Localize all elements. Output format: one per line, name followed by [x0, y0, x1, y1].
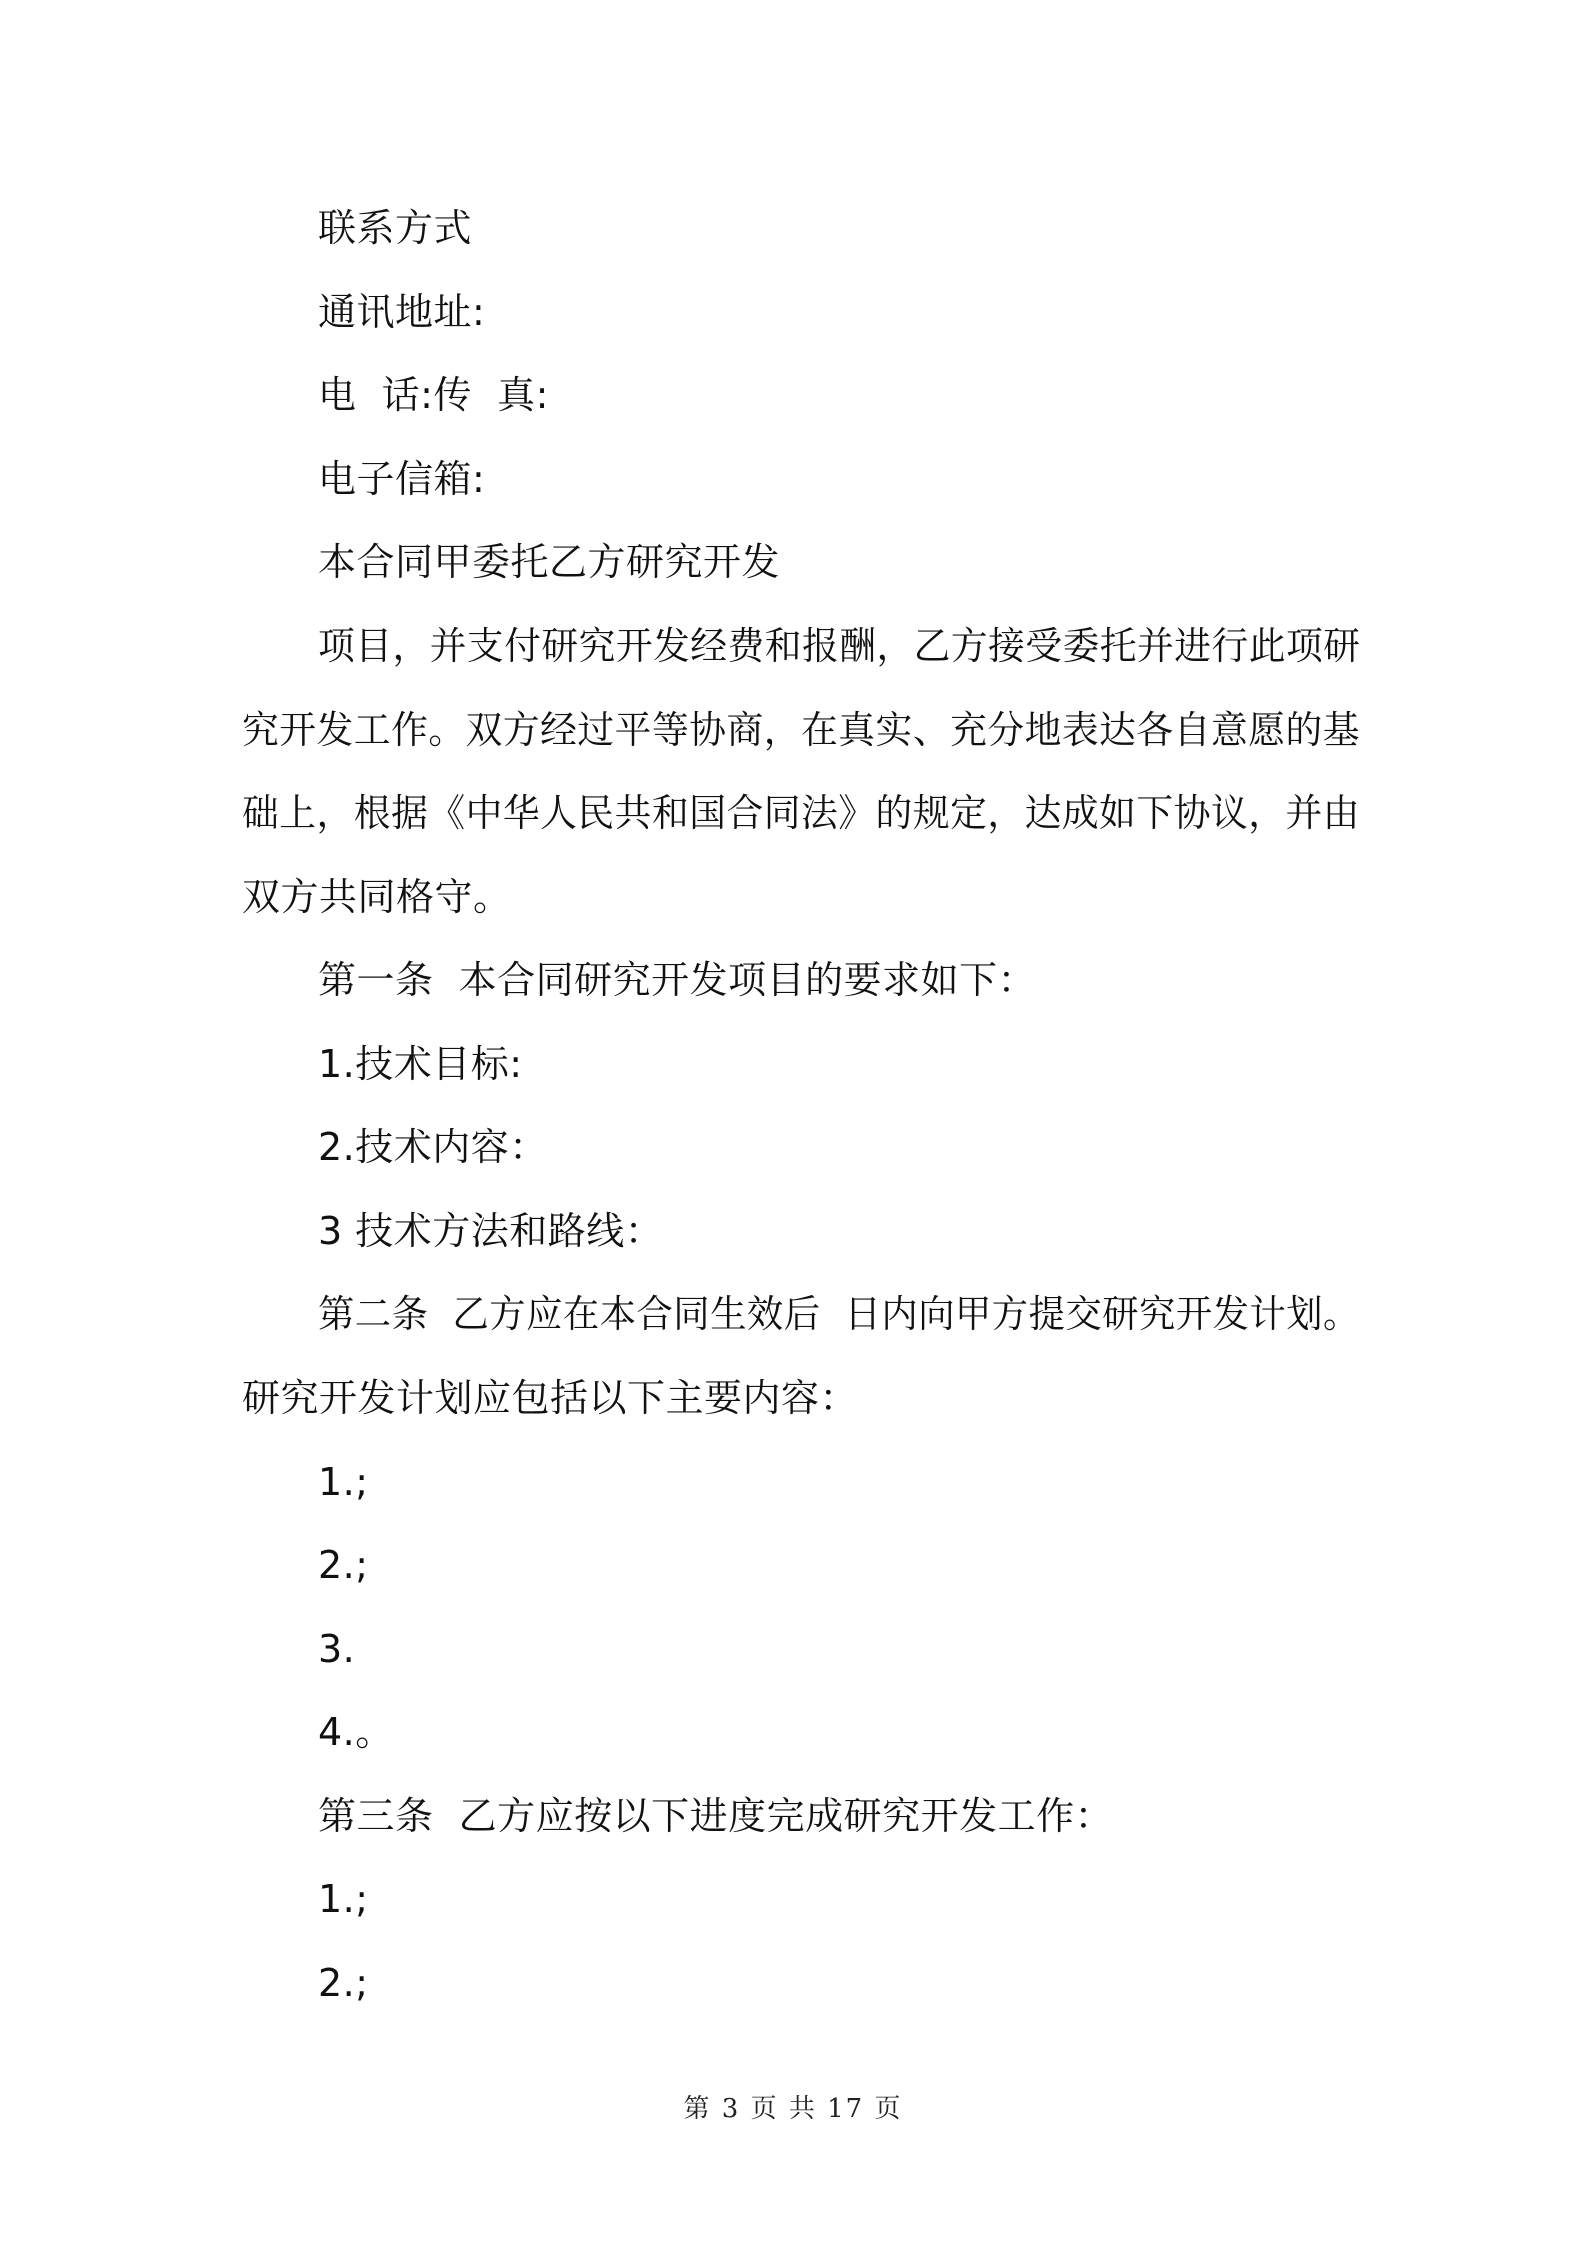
article-1-item: 1.技术目标:	[318, 1042, 523, 1086]
preamble-line-3: 究开发工作。双方经过平等协商，在真实、充分地表达各自意愿的基	[242, 708, 1361, 752]
article-2-item: 3.	[318, 1627, 356, 1671]
article-2-line-1: 第二条 乙方应在本合同生效后 日内向甲方提交研究开发计划。	[318, 1292, 1360, 1336]
article-3-title: 第三条 乙方应按以下进度完成研究开发工作：	[318, 1794, 1114, 1838]
contact-heading: 联系方式	[318, 206, 473, 250]
article-3-item: 2.;	[318, 1961, 369, 2005]
article-3-item: 1.;	[318, 1877, 369, 1921]
article-2-item: 4.。	[318, 1710, 394, 1754]
article-1-title: 第一条 本合同研究开发项目的要求如下：	[318, 958, 1037, 1002]
article-1-item: 2.技术内容：	[318, 1125, 548, 1169]
preamble-line-5: 双方共同格守。	[242, 875, 512, 919]
article-2-line-2: 研究开发计划应包括以下主要内容：	[242, 1376, 859, 1420]
article-1-item: 3 技术方法和路线：	[318, 1209, 664, 1253]
phone-fax-label: 电 话:传 真:	[318, 373, 549, 417]
page-number-footer: 第 3 页 共 17 页	[683, 2094, 903, 2124]
article-2-item: 1.;	[318, 1460, 369, 1504]
article-2-item: 2.;	[318, 1543, 369, 1587]
preamble-line-1: 本合同甲委托乙方研究开发	[318, 540, 781, 584]
preamble-line-2: 项目，并支付研究开发经费和报酬，乙方接受委托并进行此项研	[318, 624, 1361, 668]
address-label: 通讯地址:	[318, 290, 486, 334]
email-label: 电子信箱:	[318, 457, 486, 501]
preamble-line-4: 础上，根据《中华人民共和国合同法》的规定，达成如下协议，并由	[242, 791, 1361, 835]
